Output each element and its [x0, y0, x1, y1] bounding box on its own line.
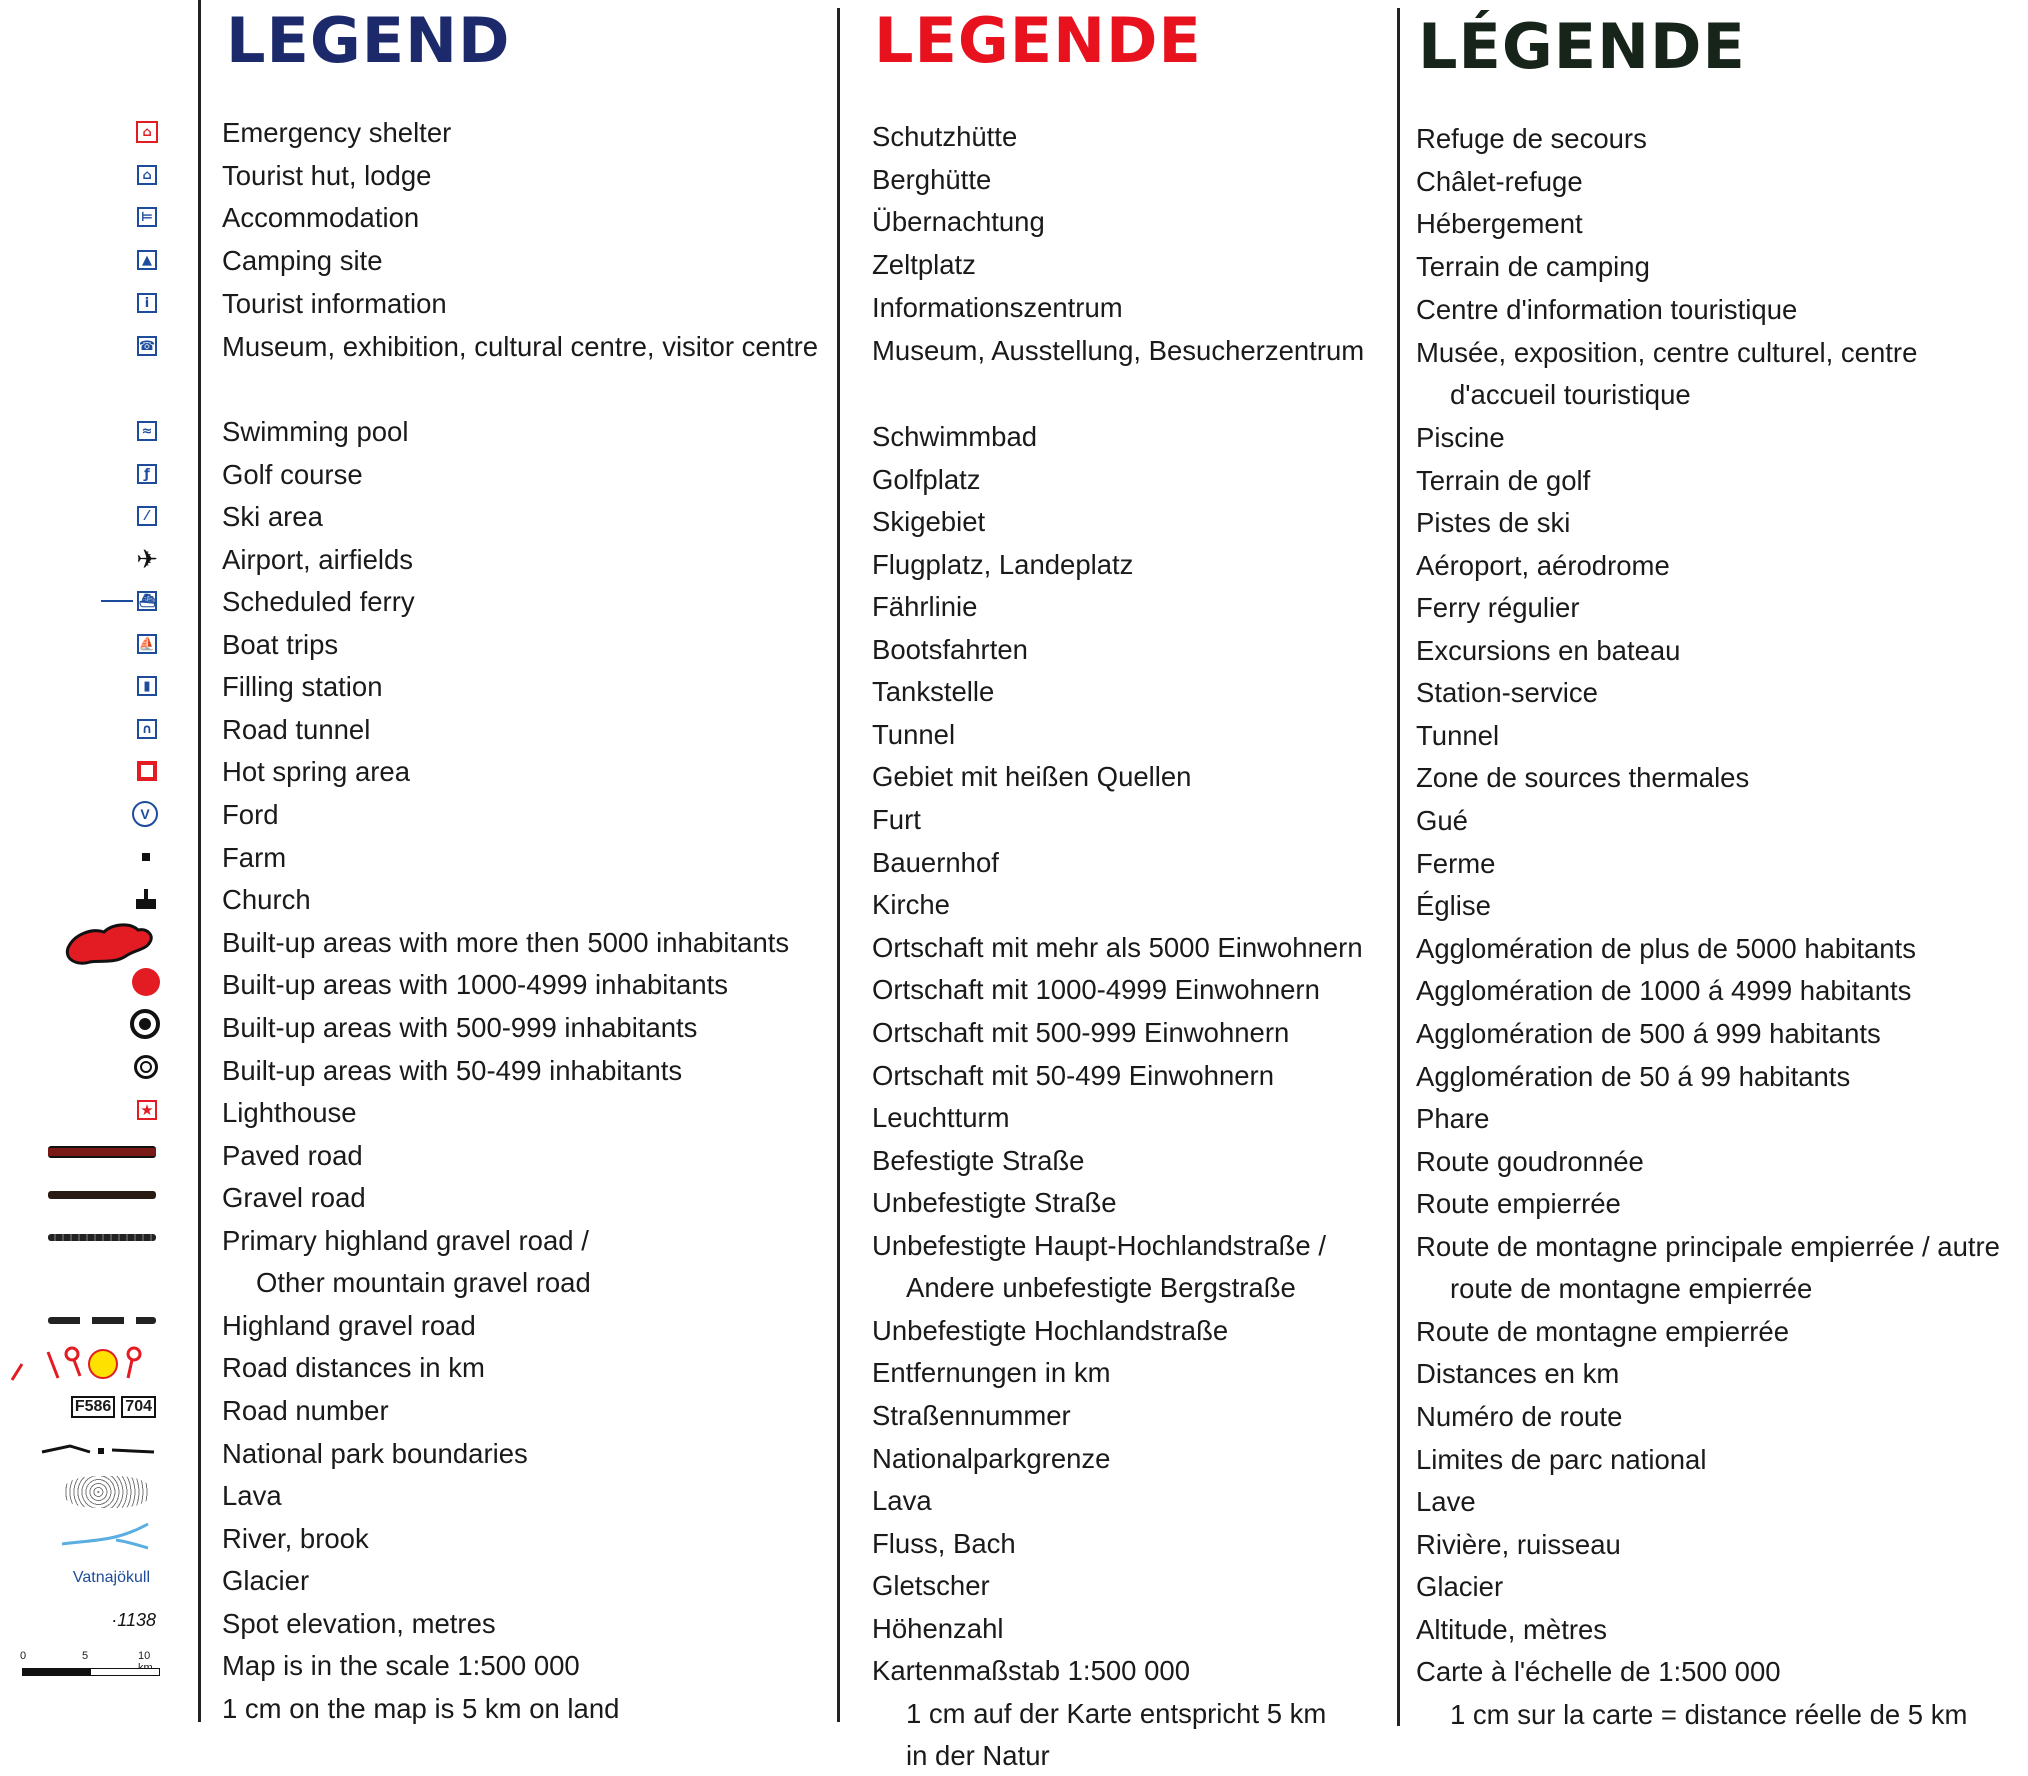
french-legend-item: Refuge de secours: [1416, 123, 1647, 154]
english-legend-item: Gravel road: [222, 1182, 366, 1213]
tunnel-icon: ∩: [0, 709, 190, 749]
french-legend-item: Lave: [1416, 1486, 1476, 1517]
english-legend-item: Filling station: [222, 671, 383, 702]
german-legend-item: Straßennummer: [872, 1400, 1071, 1431]
german-legend-item: 1 cm auf der Karte entspricht 5 km: [906, 1698, 1327, 1729]
german-legend-item: Leuchtturm: [872, 1102, 1010, 1133]
french-legend-item: Route de montagne principale empierrée / autre: [1416, 1231, 2000, 1262]
lava-icon: [0, 1472, 190, 1512]
german-legend-item: in der Natur: [906, 1740, 1050, 1771]
boat-icon: ⛵: [0, 624, 190, 664]
german-legend-item: Gebiet mit heißen Quellen: [872, 761, 1192, 792]
german-legend-item: Flugplatz, Landeplatz: [872, 549, 1134, 580]
english-legend-item: Lighthouse: [222, 1097, 357, 1128]
road-number-badge-1: F586: [71, 1396, 115, 1418]
english-legend-item: Spot elevation, metres: [222, 1608, 496, 1639]
english-header: LEGEND: [226, 4, 511, 77]
english-legend-item: Accommodation: [222, 202, 420, 233]
german-legend-item: Kirche: [872, 889, 950, 920]
english-legend-item: River, brook: [222, 1523, 369, 1554]
ski-icon: ⁄: [0, 496, 190, 536]
french-legend-item: Limites de parc national: [1416, 1444, 1707, 1475]
french-legend-item: Station-service: [1416, 677, 1598, 708]
french-legend-item: Agglomération de 500 á 999 habitants: [1416, 1018, 1881, 1049]
german-legend-item: Höhenzahl: [872, 1613, 1004, 1644]
english-legend-item: Tourist hut, lodge: [222, 160, 432, 191]
french-legend-item: Pistes de ski: [1416, 507, 1571, 538]
french-legend-item: Numéro de route: [1416, 1401, 1623, 1432]
column-divider-3: [1397, 8, 1400, 1726]
english-legend-item: Scheduled ferry: [222, 586, 415, 617]
english-legend-item: Farm: [222, 842, 287, 873]
english-legend-item: Built-up areas with 500-999 inhabitants: [222, 1012, 698, 1043]
german-legend-item: Entfernungen in km: [872, 1357, 1111, 1388]
filling-station-icon: ▮: [0, 666, 190, 706]
airport-icon: ✈: [136, 543, 158, 574]
french-legend-item: Hébergement: [1416, 208, 1583, 239]
spot-elevation-sample: 1138: [117, 1609, 156, 1630]
english-legend-item: Airport, airfields: [222, 544, 414, 575]
english-legend-item: Museum, exhibition, cultural centre, visitor centre: [222, 331, 819, 362]
english-legend-item: Ski area: [222, 501, 323, 532]
scale-tick-0: 0: [20, 1650, 27, 1662]
german-legend-item: Unbefestigte Straße: [872, 1187, 1117, 1218]
english-legend-item: Swimming pool: [222, 416, 409, 447]
german-legend-item: Bootsfahrten: [872, 634, 1028, 665]
german-legend-item: Gletscher: [872, 1570, 990, 1601]
paved-road-icon: [0, 1132, 190, 1172]
french-legend-item: Tunnel: [1416, 720, 1500, 751]
german-legend-item: Unbefestigte Haupt-Hochlandstraße /: [872, 1230, 1326, 1261]
german-legend-item: Zeltplatz: [872, 249, 976, 280]
french-legend-item: Gué: [1416, 805, 1468, 836]
english-legend-item: Emergency shelter: [222, 117, 452, 148]
german-legend-item: Schutzhütte: [872, 121, 1018, 152]
swimming-pool-icon: ≈: [0, 411, 190, 451]
french-legend-item: Terrain de camping: [1416, 251, 1650, 282]
french-legend-item: Carte à l'échelle de 1:500 000: [1416, 1656, 1781, 1687]
french-legend-item: Route empierrée: [1416, 1188, 1621, 1219]
glacier-sample-label: Vatnajökull: [72, 1569, 150, 1586]
village-icon: [0, 1004, 190, 1044]
church-icon: [0, 879, 190, 919]
road-number-badge-2: 704: [121, 1396, 156, 1418]
english-legend-item: Golf course: [222, 459, 363, 490]
french-legend-item: Zone de sources thermales: [1416, 762, 1750, 793]
park-boundary-icon: [0, 1430, 190, 1470]
french-legend-item: Aéroport, aérodrome: [1416, 550, 1670, 581]
german-legend-item: Skigebiet: [872, 506, 986, 537]
english-legend-item: Built-up areas with 1000-4999 inhabitants: [222, 969, 729, 1000]
english-legend-item: Lava: [222, 1480, 282, 1511]
english-legend-item: Highland gravel road: [222, 1310, 476, 1341]
accommodation-icon: ⊨: [0, 197, 190, 237]
hot-spring-icon: [0, 751, 190, 791]
german-legend-item: Furt: [872, 804, 921, 835]
english-legend-item: Camping site: [222, 245, 383, 276]
german-legend-item: Lava: [872, 1485, 932, 1516]
german-legend-item: Befestigte Straße: [872, 1145, 1085, 1176]
german-legend-item: Ortschaft mit mehr als 5000 Einwohnern: [872, 932, 1363, 963]
english-legend-item: Road tunnel: [222, 714, 371, 745]
french-legend-item: Agglomération de 50 á 99 habitants: [1416, 1061, 1851, 1092]
french-legend-item: Glacier: [1416, 1571, 1504, 1602]
road-number-icon: [0, 1387, 190, 1427]
english-legend-item: Road distances in km: [222, 1352, 485, 1383]
road-distance-icon: [0, 1344, 190, 1384]
hamlet-icon: [0, 1047, 190, 1087]
english-legend-item: Church: [222, 884, 311, 915]
french-legend-item: Route goudronnée: [1416, 1146, 1644, 1177]
german-legend-item: Informationszentrum: [872, 292, 1123, 323]
farm-icon: [0, 837, 190, 877]
english-legend-item: Tourist information: [222, 288, 447, 319]
german-legend-item: Ortschaft mit 50-499 Einwohnern: [872, 1060, 1274, 1091]
emergency-shelter-icon: ⌂: [0, 112, 190, 152]
german-legend-item: Tunnel: [872, 719, 956, 750]
french-legend-item: Ferme: [1416, 848, 1496, 879]
english-legend-item: Built-up areas with more then 5000 inhabitants: [222, 927, 790, 958]
french-legend-item: Distances en km: [1416, 1358, 1620, 1389]
german-legend-item: Kartenmaßstab 1:500 000: [872, 1655, 1190, 1686]
french-legend-item: Agglomération de 1000 á 4999 habitants: [1416, 975, 1912, 1006]
column-divider-2: [837, 8, 840, 1722]
camping-icon: ▲: [0, 240, 190, 280]
french-legend-item: Église: [1416, 890, 1491, 921]
german-legend-item: Berghütte: [872, 164, 992, 195]
german-legend-item: Andere unbefestigte Bergstraße: [906, 1272, 1296, 1303]
town-icon: [0, 962, 190, 1002]
french-legend-item: Terrain de golf: [1416, 465, 1591, 496]
french-legend-item: Ferry régulier: [1416, 592, 1580, 623]
french-legend-item: d'accueil touristique: [1450, 379, 1691, 410]
ford-icon: V: [0, 794, 190, 834]
german-header: LEGENDE: [874, 4, 1202, 77]
french-legend-item: Route de montagne empierrée: [1416, 1316, 1790, 1347]
scale-bar-icon: [0, 1650, 190, 1684]
english-legend-item: Road number: [222, 1395, 389, 1426]
gravel-road-icon: [0, 1175, 190, 1215]
english-legend-item: Other mountain gravel road: [256, 1267, 591, 1298]
english-legend-item: Built-up areas with 50-499 inhabitants: [222, 1055, 683, 1086]
lighthouse-icon: ★: [0, 1090, 190, 1130]
golf-icon: ƒ: [0, 454, 190, 494]
french-legend-item: Châlet-refuge: [1416, 166, 1583, 197]
river-icon: [0, 1515, 190, 1555]
spot-elevation-icon: ·1138: [111, 1609, 156, 1630]
german-legend-item: Ortschaft mit 500-999 Einwohnern: [872, 1017, 1290, 1048]
french-legend-item: Piscine: [1416, 422, 1505, 453]
german-legend-item: Übernachtung: [872, 206, 1045, 237]
german-legend-item: Museum, Ausstellung, Besucherzentrum: [872, 335, 1365, 366]
french-legend-item: Musée, exposition, centre culturel, centre: [1416, 337, 1918, 368]
german-legend-item: Unbefestigte Hochlandstraße: [872, 1315, 1229, 1346]
german-legend-item: Tankstelle: [872, 676, 995, 707]
column-divider-1: [198, 0, 201, 1722]
highland-primary-road-icon: [0, 1217, 190, 1257]
german-legend-item: Nationalparkgrenze: [872, 1443, 1111, 1474]
french-legend-item: 1 cm sur la carte = distance réelle de 5 km: [1450, 1699, 1968, 1730]
ferry-icon: ⛴: [0, 581, 190, 621]
french-header: LÉGENDE: [1418, 10, 1746, 83]
german-legend-item: Bauernhof: [872, 847, 999, 878]
french-legend-item: Phare: [1416, 1103, 1490, 1134]
german-legend-item: Fluss, Bach: [872, 1528, 1016, 1559]
english-legend-item: Boat trips: [222, 629, 339, 660]
large-town-icon: [0, 918, 190, 968]
english-legend-item: 1 cm on the map is 5 km on land: [222, 1693, 620, 1724]
german-legend-item: Golfplatz: [872, 464, 981, 495]
french-legend-item: Altitude, mètres: [1416, 1614, 1608, 1645]
information-icon: i: [0, 283, 190, 323]
english-legend-item: Map is in the scale 1:500 000: [222, 1650, 580, 1681]
french-legend-item: Agglomération de plus de 5000 habitants: [1416, 933, 1916, 964]
german-legend-item: Fährlinie: [872, 591, 978, 622]
german-legend-item: Ortschaft mit 1000-4999 Einwohnern: [872, 974, 1320, 1005]
scale-tick-10: 10: [138, 1650, 151, 1662]
glacier-icon: [0, 1558, 190, 1598]
french-legend-item: Centre d'information touristique: [1416, 294, 1798, 325]
english-legend-item: Hot spring area: [222, 756, 411, 787]
english-legend-item: Paved road: [222, 1140, 363, 1171]
english-legend-item: Primary highland gravel road /: [222, 1225, 589, 1256]
museum-icon: ☎: [0, 326, 190, 366]
scale-tick-5: 5: [82, 1650, 89, 1662]
french-legend-item: Rivière, ruisseau: [1416, 1529, 1621, 1560]
english-legend-item: Ford: [222, 799, 279, 830]
french-legend-item: Excursions en bateau: [1416, 635, 1681, 666]
english-legend-item: National park boundaries: [222, 1438, 528, 1469]
highland-gravel-road-icon: [0, 1300, 190, 1340]
tourist-hut-icon: ⌂: [0, 155, 190, 195]
english-legend-item: Glacier: [222, 1565, 310, 1596]
french-legend-item: route de montagne empierrée: [1450, 1273, 1813, 1304]
german-legend-item: Schwimmbad: [872, 421, 1038, 452]
